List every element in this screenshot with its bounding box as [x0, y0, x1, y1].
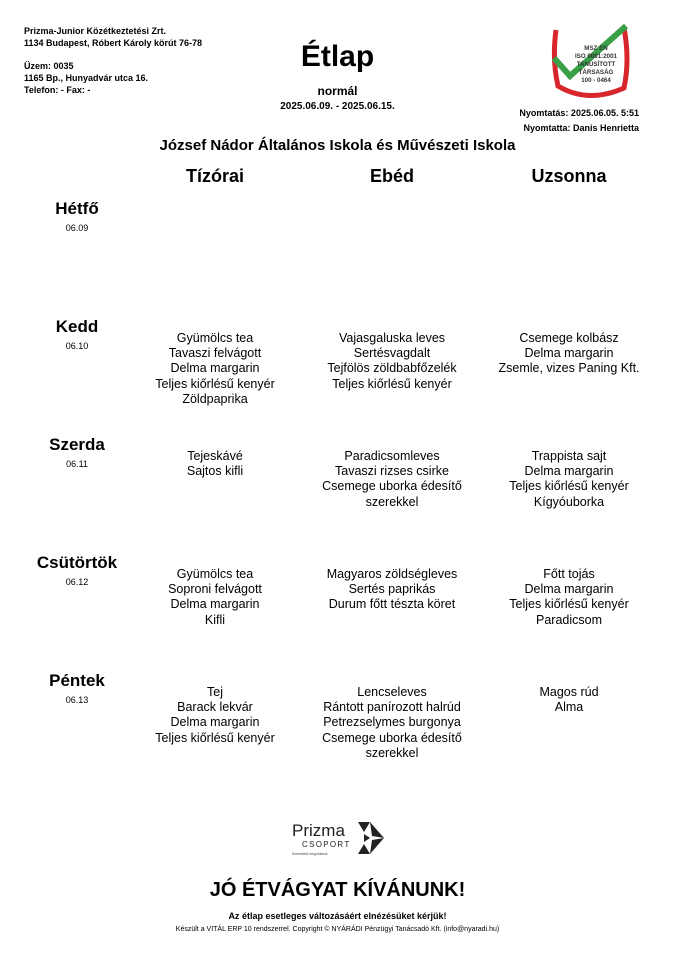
plant-id: Üzem: 0035	[24, 61, 74, 71]
phone-fax: Telefon: - Fax: -	[24, 85, 91, 95]
menu-item: Soproni felvágott	[168, 582, 262, 597]
menu-item: Durum főtt tészta köret	[328, 597, 456, 612]
menu-item: Gyümölcs tea	[176, 331, 254, 345]
menu-item: Csemege uborka édesítő	[322, 730, 462, 745]
menu-item: Trappista sajt	[531, 449, 607, 463]
uzsonna-cell	[469, 331, 669, 377]
day-name: Hétfő	[55, 199, 99, 218]
company-name: Prizma-Junior Közétkeztetési Zrt.	[24, 26, 167, 36]
menu-item: Teljes kiőrlésű kenyér	[509, 479, 629, 494]
menu-item: Magos rúd	[539, 685, 599, 699]
prizma-logo	[290, 818, 390, 860]
uzsonna-cell	[469, 685, 669, 715]
page-title: Étlap	[300, 40, 375, 73]
cert-line: 100 - 0464	[581, 77, 611, 84]
menu-item: Petrezselymes burgonya	[323, 715, 461, 730]
menu-item: Gyümölcs tea	[176, 567, 254, 581]
menu-item: Tej	[207, 685, 223, 699]
menu-item: szerekkel	[365, 494, 419, 509]
ebed-cell	[292, 685, 492, 761]
iso-certification-badge	[548, 20, 632, 102]
cert-line: TÁRSASÁG	[578, 69, 614, 76]
tizorai-cell	[115, 449, 315, 479]
menu-item: Kifli	[204, 612, 226, 627]
menu-item: Sertésvagdalt	[353, 346, 431, 361]
company-address: 1134 Budapest, Róbert Károly körút 76-78	[24, 38, 203, 48]
day-date: 06.13	[65, 695, 89, 705]
menu-item: Delma margarin	[170, 361, 260, 376]
menu-item: Tavaszi rizses csirke	[335, 464, 449, 479]
day-date: 06.11	[66, 459, 88, 469]
menu-item: Delma margarin	[524, 346, 614, 361]
menu-item: Magyaros zöldségleves	[326, 567, 458, 581]
day-name: Péntek	[49, 671, 105, 690]
logo-name: Prizma	[292, 821, 345, 840]
menu-item: Teljes kiőrlésű kenyér	[155, 376, 275, 391]
printed-by: Nyomtatta: Danis Henrietta	[523, 123, 639, 133]
ebed-cell	[292, 331, 492, 392]
menu-item: Tejeskávé	[187, 449, 243, 463]
menu-type: normál	[317, 84, 358, 98]
tizorai-cell	[115, 567, 315, 628]
day-date: 06.12	[65, 577, 89, 587]
menu-item: Lencseleves	[357, 685, 427, 699]
menu-item: Zöldpaprika	[182, 391, 248, 406]
tizorai-cell	[115, 685, 315, 746]
menu-item: Csemege uborka édesítő	[322, 479, 462, 494]
print-date: Nyomtatás: 2025.06.05. 5:51	[519, 108, 639, 118]
column-header-tizorai: Tízórai	[185, 166, 244, 186]
change-notice: Az étlap esetleges változásáért elnézésüket kérjük!	[228, 911, 447, 921]
menu-item: szerekkel	[365, 745, 419, 760]
ebed-cell	[292, 567, 492, 613]
menu-item: Csemege kolbász	[519, 331, 619, 345]
day-date: 06.09	[65, 223, 89, 233]
menu-item: Tavaszi felvágott	[168, 346, 262, 361]
tizorai-cell	[115, 331, 315, 407]
menu-item: Tejfölös zöldbabfőzelék	[327, 361, 457, 376]
uzsonna-cell	[469, 567, 669, 628]
menu-item: Sertés paprikás	[348, 582, 436, 597]
menu-item: Zsemle, vizes Paning Kft.	[498, 361, 640, 376]
print-info	[519, 106, 639, 136]
menu-item: Rántott panírozott halrúd	[323, 700, 461, 715]
menu-item: Paradicsomleves	[344, 449, 440, 463]
day-name: Csütörtök	[36, 553, 118, 572]
menu-item: Alma	[554, 700, 584, 715]
greeting: JÓ ÉTVÁGYAT KÍVÁNUNK!	[209, 879, 466, 901]
school-name: József Nádor Általános Iskola és Művészeti Iskola	[159, 137, 516, 154]
cert-line: ISO 9001:2001	[575, 53, 617, 60]
day-name: Kedd	[55, 317, 99, 336]
plant-address: 1165 Bp., Hunyadvár utca 16.	[24, 73, 149, 83]
prism-icon	[358, 822, 384, 854]
logo-sub: CSOPORT	[302, 840, 351, 849]
menu-item: Delma margarin	[170, 597, 260, 612]
menu-item: Barack lekvár	[177, 700, 253, 715]
menu-item: Kígyóuborka	[533, 494, 605, 509]
uzsonna-cell	[469, 449, 669, 510]
menu-item: Sajtos kifli	[186, 464, 244, 479]
menu-item: Delma margarin	[524, 464, 614, 479]
menu-item: Teljes kiőrlésű kenyér	[155, 730, 275, 745]
menu-item: Teljes kiőrlésű kenyér	[332, 376, 452, 391]
credit-line: Készült a VITÁL ERP 10 rendszerrel. Copyright © NYÁRÁDI Pénzügyi Tanácsadó Kft. (info@nyaradi.hu)	[175, 926, 500, 933]
day-date: 06.10	[65, 341, 89, 351]
cert-line: MSZ EN	[584, 45, 608, 52]
menu-item: Főtt tojás	[543, 567, 595, 581]
date-range: 2025.06.09. - 2025.06.15.	[280, 101, 395, 112]
menu-item: Delma margarin	[524, 582, 614, 597]
ebed-cell	[292, 449, 492, 510]
menu-item: Paradicsom	[536, 612, 602, 627]
cert-line: TANÚSÍTOTT	[576, 61, 616, 68]
day-name: Szerda	[49, 435, 105, 454]
menu-item: Teljes kiőrlésű kenyér	[509, 597, 629, 612]
menu-item: Vajasgaluska leves	[338, 331, 446, 345]
logo-tagline: Szerethető megoldások	[292, 852, 328, 856]
column-header-ebed: Ebéd	[369, 166, 414, 186]
column-header-uzsonna: Uzsonna	[531, 166, 607, 186]
menu-item: Delma margarin	[170, 715, 260, 730]
